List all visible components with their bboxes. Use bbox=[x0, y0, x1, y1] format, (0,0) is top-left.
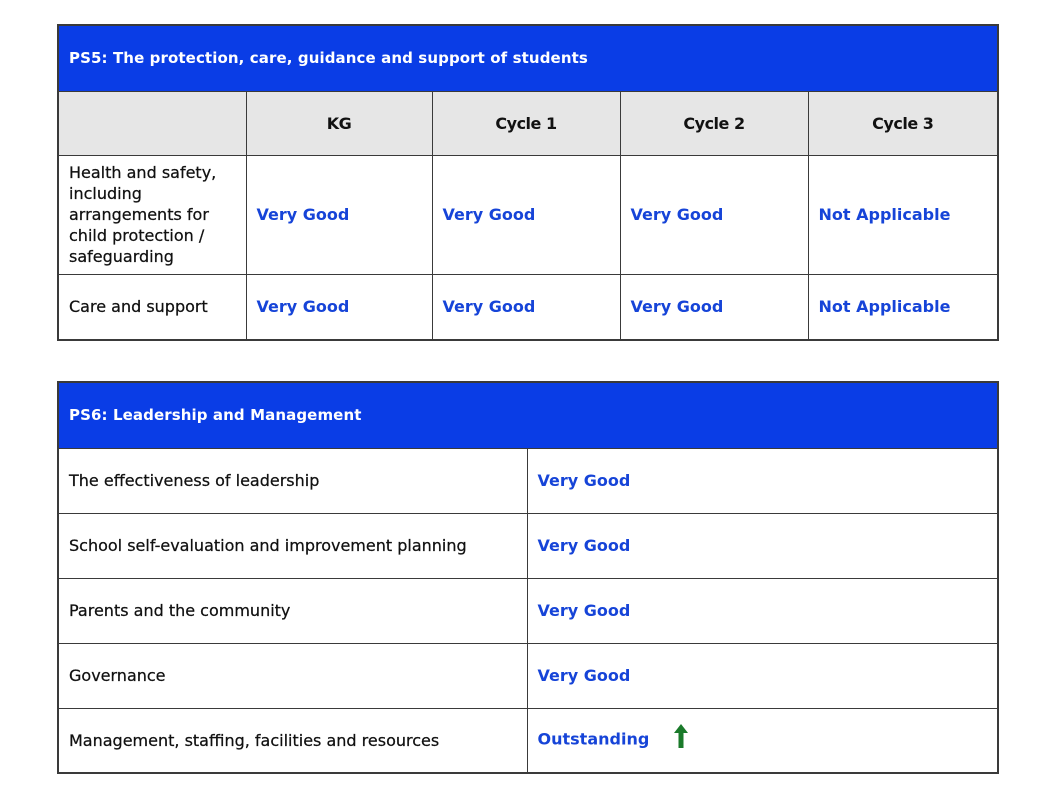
row-label: Health and safety, including arrangements for child protection / safeguarding bbox=[58, 155, 246, 274]
table-row bbox=[58, 643, 998, 708]
rating-cycle-3: Not Applicable bbox=[808, 155, 998, 274]
ps6-table bbox=[57, 381, 999, 774]
row-label: Management, staffing, facilities and resources bbox=[58, 708, 527, 773]
table-row bbox=[58, 274, 998, 340]
header-kg: KG bbox=[246, 91, 432, 155]
row-label: Governance bbox=[58, 643, 527, 708]
ps5-header-row bbox=[58, 91, 998, 155]
ps5-title: PS5: The protection, care, guidance and support of students bbox=[58, 25, 998, 91]
row-label: Care and support bbox=[58, 274, 246, 340]
rating-cycle-3: Not Applicable bbox=[808, 274, 998, 340]
rating: Very Good bbox=[527, 578, 998, 643]
rating: Outstanding bbox=[537, 729, 650, 749]
rating-cycle-1: Very Good bbox=[432, 155, 620, 274]
table-row bbox=[58, 155, 998, 274]
rating-cycle-2: Very Good bbox=[620, 274, 808, 340]
table-row bbox=[58, 513, 998, 578]
rating: Very Good bbox=[527, 513, 998, 578]
rating-cell bbox=[527, 708, 998, 773]
rating-cycle-1: Very Good bbox=[432, 274, 620, 340]
table-row bbox=[58, 448, 998, 513]
rating-kg: Very Good bbox=[246, 155, 432, 274]
rating: Very Good bbox=[527, 448, 998, 513]
ps6-title: PS6: Leadership and Management bbox=[58, 382, 998, 448]
header-blank bbox=[58, 91, 246, 155]
rating: Very Good bbox=[527, 643, 998, 708]
table-row bbox=[58, 708, 998, 773]
header-cycle-1: Cycle 1 bbox=[432, 91, 620, 155]
ps5-table bbox=[57, 24, 999, 341]
header-cycle-3: Cycle 3 bbox=[808, 91, 998, 155]
rating-kg: Very Good bbox=[246, 274, 432, 340]
ps5-title-row bbox=[58, 25, 998, 91]
row-label: Parents and the community bbox=[58, 578, 527, 643]
up-arrow-icon bbox=[673, 723, 689, 753]
ps6-title-row bbox=[58, 382, 998, 448]
row-label: The effectiveness of leadership bbox=[58, 448, 527, 513]
header-cycle-2: Cycle 2 bbox=[620, 91, 808, 155]
rating-cycle-2: Very Good bbox=[620, 155, 808, 274]
row-label: School self-evaluation and improvement planning bbox=[58, 513, 527, 578]
table-row bbox=[58, 578, 998, 643]
